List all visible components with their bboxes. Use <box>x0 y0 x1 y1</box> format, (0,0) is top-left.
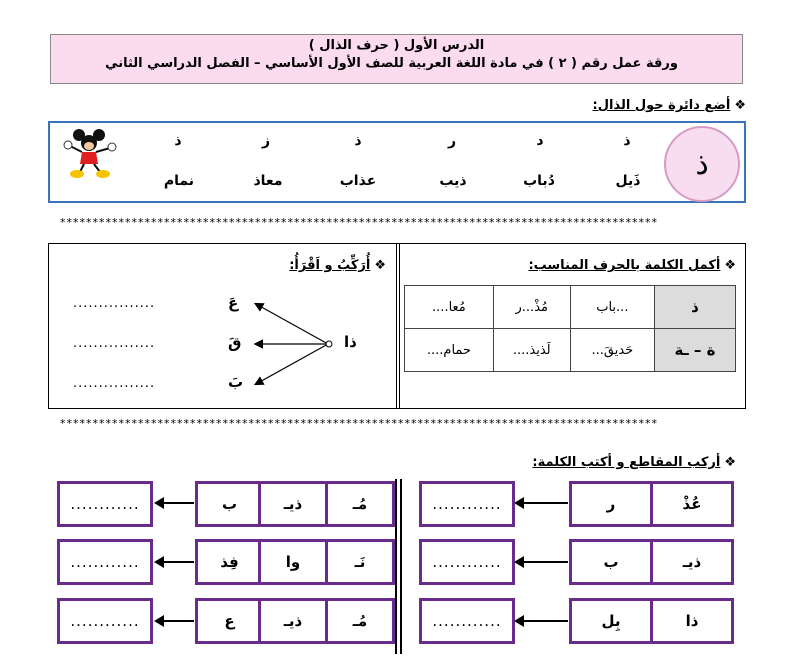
syllable-box <box>195 598 395 644</box>
answer-line[interactable]: ................ <box>73 336 156 351</box>
target-letter: عَ <box>228 294 239 312</box>
syllable: ر <box>606 495 616 513</box>
lesson-title: الدرس الأول ( حرف الذال ) <box>308 38 485 53</box>
table-row-head: ة – ـة <box>655 329 736 372</box>
left-arrow-icon <box>160 620 194 622</box>
syllable-box <box>569 539 734 585</box>
answer-box[interactable]: ............ <box>57 598 153 644</box>
syllable: مُـ <box>352 612 368 630</box>
column-divider <box>395 479 397 654</box>
answer-box[interactable]: ............ <box>57 481 153 527</box>
syllable: ب <box>221 495 238 513</box>
letter-item[interactable]: د <box>536 133 544 149</box>
word-item[interactable]: ذَيل <box>615 173 641 189</box>
fill-letter-table <box>404 285 736 372</box>
diamond-bullet-icon: ❖ <box>724 455 736 470</box>
letter-item[interactable]: ز <box>261 133 271 149</box>
syllable-box <box>195 481 395 527</box>
syllable-box <box>195 539 395 585</box>
syllable: ذيـ <box>283 495 303 513</box>
source-syllable: ذا <box>344 333 357 351</box>
syllable: فِذ <box>220 553 239 571</box>
target-letter: بَ <box>228 373 244 391</box>
fill-cell[interactable]: حمام.... <box>405 329 494 372</box>
fill-cell[interactable]: حَديقَ... <box>570 329 654 372</box>
worksheet-subtitle: ورقة عمل رقم ( ٢ ) في مادة اللغة العربية للصف الأول الأساسي – الفصل الدراسي الثاني <box>105 56 678 71</box>
fill-cell[interactable]: لَذيذ.... <box>493 329 570 372</box>
answer-box[interactable]: ............ <box>419 539 515 585</box>
left-arrow-icon <box>160 561 194 563</box>
section4-heading: ❖أركب المقاطع و أكتب الكلمة: <box>532 455 736 470</box>
star-divider: ******************************************************************************************** <box>60 218 658 228</box>
star-divider: ******************************************************************************************** <box>60 419 658 429</box>
syllable: نَـ <box>354 553 366 571</box>
section2-heading: ❖أكمل الكلمة بالحرف المناسب: <box>528 258 736 273</box>
fill-cell[interactable]: مُعا.... <box>405 286 494 329</box>
table-row-head: ذ <box>655 286 736 329</box>
syllable: مُـ <box>352 495 368 513</box>
diamond-bullet-icon: ❖ <box>734 98 746 113</box>
target-letter: قَ <box>228 334 242 352</box>
syllable: وا <box>285 553 301 571</box>
answer-line[interactable]: ................ <box>73 376 156 391</box>
word-item[interactable]: عذاب <box>339 173 377 189</box>
syllable: ذا <box>685 612 699 630</box>
diamond-bullet-icon: ❖ <box>374 258 386 273</box>
word-item[interactable]: نمام <box>163 173 195 189</box>
arrow-diagram <box>240 290 340 390</box>
syllable-box <box>569 598 734 644</box>
frame-divider <box>396 243 400 409</box>
letter-item[interactable]: ذ <box>623 133 631 149</box>
table-row <box>405 286 736 329</box>
mickey-mouse-icon <box>62 128 120 180</box>
table-row <box>405 329 736 372</box>
big-letter-circle: ذ <box>664 126 740 202</box>
left-arrow-icon <box>520 620 568 622</box>
syllable: ذيـ <box>682 553 702 571</box>
letter-item[interactable]: ذ <box>354 133 362 149</box>
answer-box[interactable]: ............ <box>419 598 515 644</box>
left-arrow-icon <box>256 304 328 344</box>
diamond-bullet-icon: ❖ <box>724 258 736 273</box>
letter-item[interactable]: ر <box>447 133 457 149</box>
left-arrow-icon <box>520 561 568 563</box>
word-item[interactable]: معاذ <box>253 173 283 189</box>
syllable: ب <box>603 553 619 571</box>
syllable: ع <box>224 612 235 630</box>
left-arrow-icon <box>520 502 568 504</box>
left-arrow-icon <box>256 344 328 384</box>
answer-box[interactable]: ............ <box>419 481 515 527</box>
answer-box[interactable]: ............ <box>57 539 153 585</box>
fill-cell[interactable]: مُذْ...ر <box>493 286 570 329</box>
word-item[interactable]: دُباب <box>523 173 555 189</box>
syllable: عُذْ <box>682 495 702 513</box>
section3-heading: ❖أُرَكِّبُ و اَقْرَأُ: <box>289 258 386 273</box>
section1-heading: ❖أضع دائرة حول الذال: <box>592 98 746 113</box>
answer-line[interactable]: ................ <box>73 296 156 311</box>
word-item[interactable]: ذيب <box>439 173 467 189</box>
left-arrow-icon <box>160 502 194 504</box>
fill-cell[interactable]: ...باب <box>570 286 654 329</box>
letter-item[interactable]: ذ <box>174 133 182 149</box>
column-divider <box>400 479 402 654</box>
syllable-box <box>569 481 734 527</box>
syllable: ذيـ <box>283 612 303 630</box>
worksheet-header <box>50 34 743 84</box>
syllable: بِل <box>601 612 621 630</box>
